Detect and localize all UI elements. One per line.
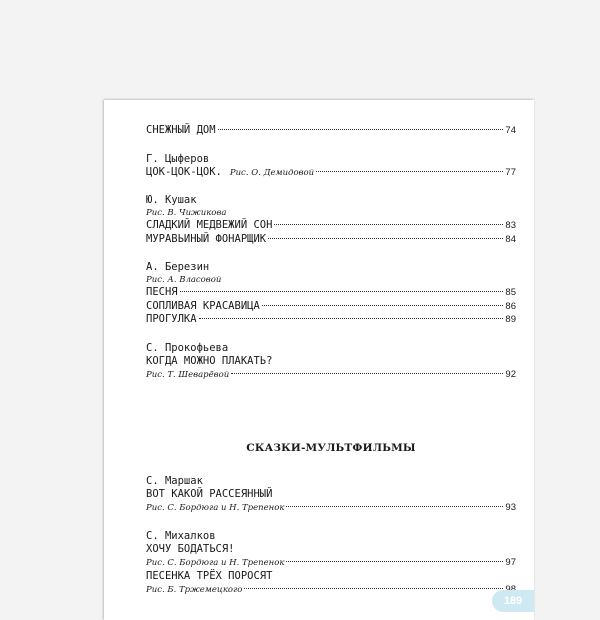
toc-entry — [146, 193, 516, 246]
page-number: 89 — [505, 314, 516, 325]
author-name: Ю. Кушак — [146, 194, 197, 206]
toc-entry — [146, 260, 516, 327]
story-title: КОГДА МОЖНО ПЛАКАТЬ? — [146, 354, 273, 367]
page-number: 92 — [505, 369, 516, 380]
story-title: ПЕСНЯ — [146, 286, 178, 298]
story-title: ХОЧУ БОДАТЬСЯ! — [146, 542, 235, 555]
story-title: СЛАДКИЙ МЕДВЕЖИЙ СОН — [146, 219, 273, 231]
dot-leader — [286, 561, 503, 562]
dot-leader — [231, 373, 503, 374]
illustrator-credit: Рис. Б. Тржемецкого — [146, 585, 243, 595]
illustrator-credit: Рис. В. Чижикова — [146, 208, 227, 218]
toc-line — [146, 300, 516, 314]
illustrator-credit: Рис. О. Демидовой — [229, 167, 315, 178]
dot-leader — [180, 291, 504, 292]
dot-leader — [286, 506, 503, 507]
toc-entry — [146, 152, 516, 180]
page-number: 84 — [505, 233, 516, 245]
story-title: ПРОГУЛКА — [146, 313, 197, 325]
page-number: 77 — [505, 166, 516, 178]
illustrator-credit: Рис. С. Бордюга и Н. Трепенок — [146, 503, 285, 513]
page-number: 74 — [505, 125, 516, 136]
story-title: МУРАВЬИНЫЙ ФОНАРЩИК — [146, 232, 267, 245]
toc-entry — [146, 474, 516, 515]
story-title: СНЕЖНЫЙ ДОМ — [146, 124, 216, 136]
page-number: 93 — [505, 502, 516, 513]
toc-line — [146, 488, 516, 502]
dot-leader — [218, 129, 504, 130]
toc-line — [146, 355, 516, 369]
toc-line — [146, 501, 516, 515]
dot-leader — [268, 238, 503, 239]
illustrator-credit: Рис. Т. Шеварёвой — [146, 370, 230, 380]
dot-leader — [274, 224, 503, 225]
page-number: 86 — [505, 300, 516, 312]
illustrator-credit: Рис. С. Бордюга и Н. Трепенок — [146, 558, 285, 568]
toc-entry — [146, 341, 516, 382]
author-name: А. Березин — [146, 261, 210, 273]
author-name: С. Михалков — [146, 529, 216, 542]
book-page — [104, 100, 534, 620]
author-name: Г. Цыферов — [146, 152, 210, 165]
dot-leader — [244, 588, 503, 589]
section-heading: СКАЗКИ-МУЛЬТФИЛЬМЫ — [246, 441, 416, 454]
dot-leader — [199, 318, 504, 319]
story-title: СОПЛИВАЯ КРАСАВИЦА — [146, 299, 260, 312]
toc-line — [146, 583, 516, 597]
toc-line — [146, 286, 516, 300]
dot-leader — [262, 305, 504, 306]
toc-line — [146, 233, 516, 247]
table-of-contents — [146, 124, 516, 611]
author-name: С. Прокофьева — [146, 341, 229, 354]
story-title: ЦОК-ЦОК-ЦОК. — [146, 165, 222, 178]
dot-leader — [316, 171, 503, 172]
toc-line — [146, 543, 516, 557]
author-name: С. Маршак — [146, 474, 203, 487]
toc-line — [146, 313, 516, 327]
toc-line — [146, 570, 516, 584]
toc-line — [146, 368, 516, 382]
page-number: 97 — [505, 557, 516, 568]
toc-line — [146, 556, 516, 570]
toc-line — [146, 219, 516, 233]
story-title: ПЕСЕНКА ТРЁХ ПОРОСЯТ — [146, 569, 273, 582]
page-number: 85 — [505, 287, 516, 298]
toc-entry — [146, 529, 516, 597]
toc-entry — [146, 124, 516, 138]
toc-line — [146, 166, 516, 180]
page-number: 83 — [505, 220, 516, 231]
story-title: ВОТ КАКОЙ РАССЕЯННЫЙ — [146, 487, 273, 500]
illustrator-credit: Рис. А. Власовой — [146, 275, 222, 285]
page-number-badge: 189 — [492, 590, 534, 612]
toc-line — [146, 124, 516, 138]
